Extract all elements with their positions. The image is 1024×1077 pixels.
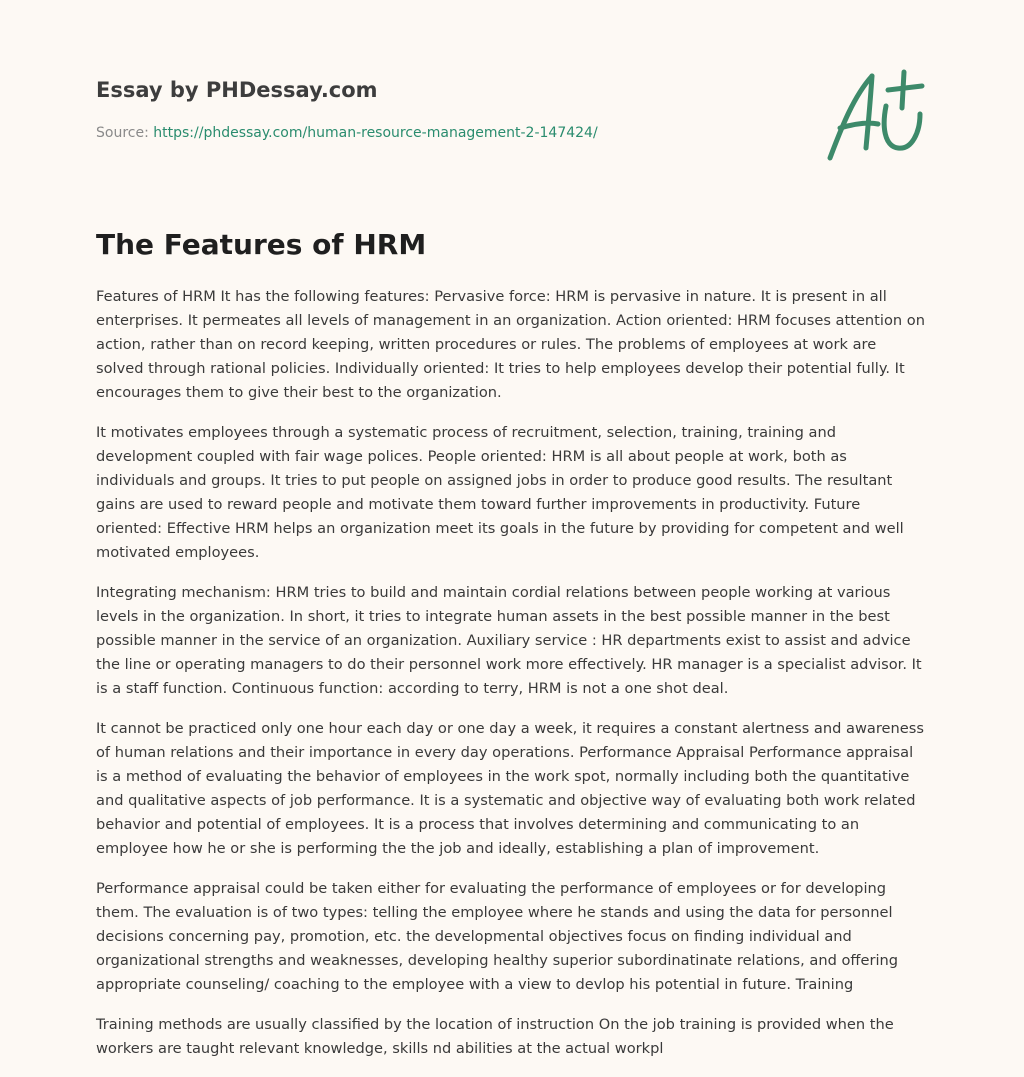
essay-paragraph: Features of HRM It has the following features: Pervasive force: HRM is pervasive in nature. It is present in all enterprises. It permeates all levels of management in an organization. Action oriented: HRM focuses attention on action, rather than on record keeping, written procedures or rules. The problems of employees at work are solved through rational policies. Individually oriented: It tries to help employees develop their potential fully. It encourages them to give their best to the organization. <box>96 288 925 401</box>
a-plus-logo-icon <box>820 66 930 166</box>
site-title: Essay by PHDessay.com <box>96 78 378 102</box>
essay-paragraph: Training methods are usually classified by the location of instruction On the job training is provided when the workers are taught relevant knowledge, skills nd abilities at the actual workpl <box>96 1016 894 1057</box>
essay-title: The Features of HRM <box>96 228 427 261</box>
essay-paragraph: It motivates employees through a systematic process of recruitment, selection, training, training and development coupled with fair wage polices. People oriented: HRM is all about people at work, both as individuals and groups. It tries to put people on assigned jobs in order to produce good results. The resultant gains are used to reward people and motivate them toward further improvements in productivity. Future oriented: Effective HRM helps an organization meet its goals in the future by providing for competent and well motivated employees. <box>96 424 904 561</box>
essay-paragraph: It cannot be practiced only one hour each day or one day a week, it requires a constant alertness and awareness of human relations and their importance in every day operations. Performance Appraisal Performance appraisal is a method of evaluating the behavior of employees in the work spot, normally including both the quantitative and qualitative aspects of job performance. It is a systematic and objective way of evaluating both work related behavior and potential of employees. It is a process that involves determining and communicating to an employee how he or she is performing the the job and ideally, establishing a plan of improvement. <box>96 720 924 857</box>
essay-paragraph: Integrating mechanism: HRM tries to build and maintain cordial relations between people working at various levels in the organization. In short, it tries to integrate human assets in the best possible manner in the best possible manner in the service of an organization. Auxiliary service : HR departments exist to assist and advice the line or operating managers to do their personnel work more effectively. HR manager is a specialist advisor. It is a staff function. Continuous function: according to terry, HRM is not a one shot deal. <box>96 584 922 697</box>
source-line <box>96 124 796 142</box>
source-label: Source: <box>96 125 154 141</box>
page-header <box>96 76 796 142</box>
essay-paragraph: Performance appraisal could be taken either for evaluating the performance of employees or for developing them. The evaluation is of two types: telling the employee where he stands and using the data for personnel decisions concerning pay, promotion, etc. the developmental objectives focus on finding individual and organizational strengths and weaknesses, developing healthy superior subordinatinate relations, and offering appropriate counseling/ coaching to the employee with a view to devlop his potential in future. Training <box>96 880 899 993</box>
source-link[interactable]: https://phdessay.com/human-resource-management-2-147424/ <box>153 125 598 141</box>
essay-body <box>96 285 928 1077</box>
